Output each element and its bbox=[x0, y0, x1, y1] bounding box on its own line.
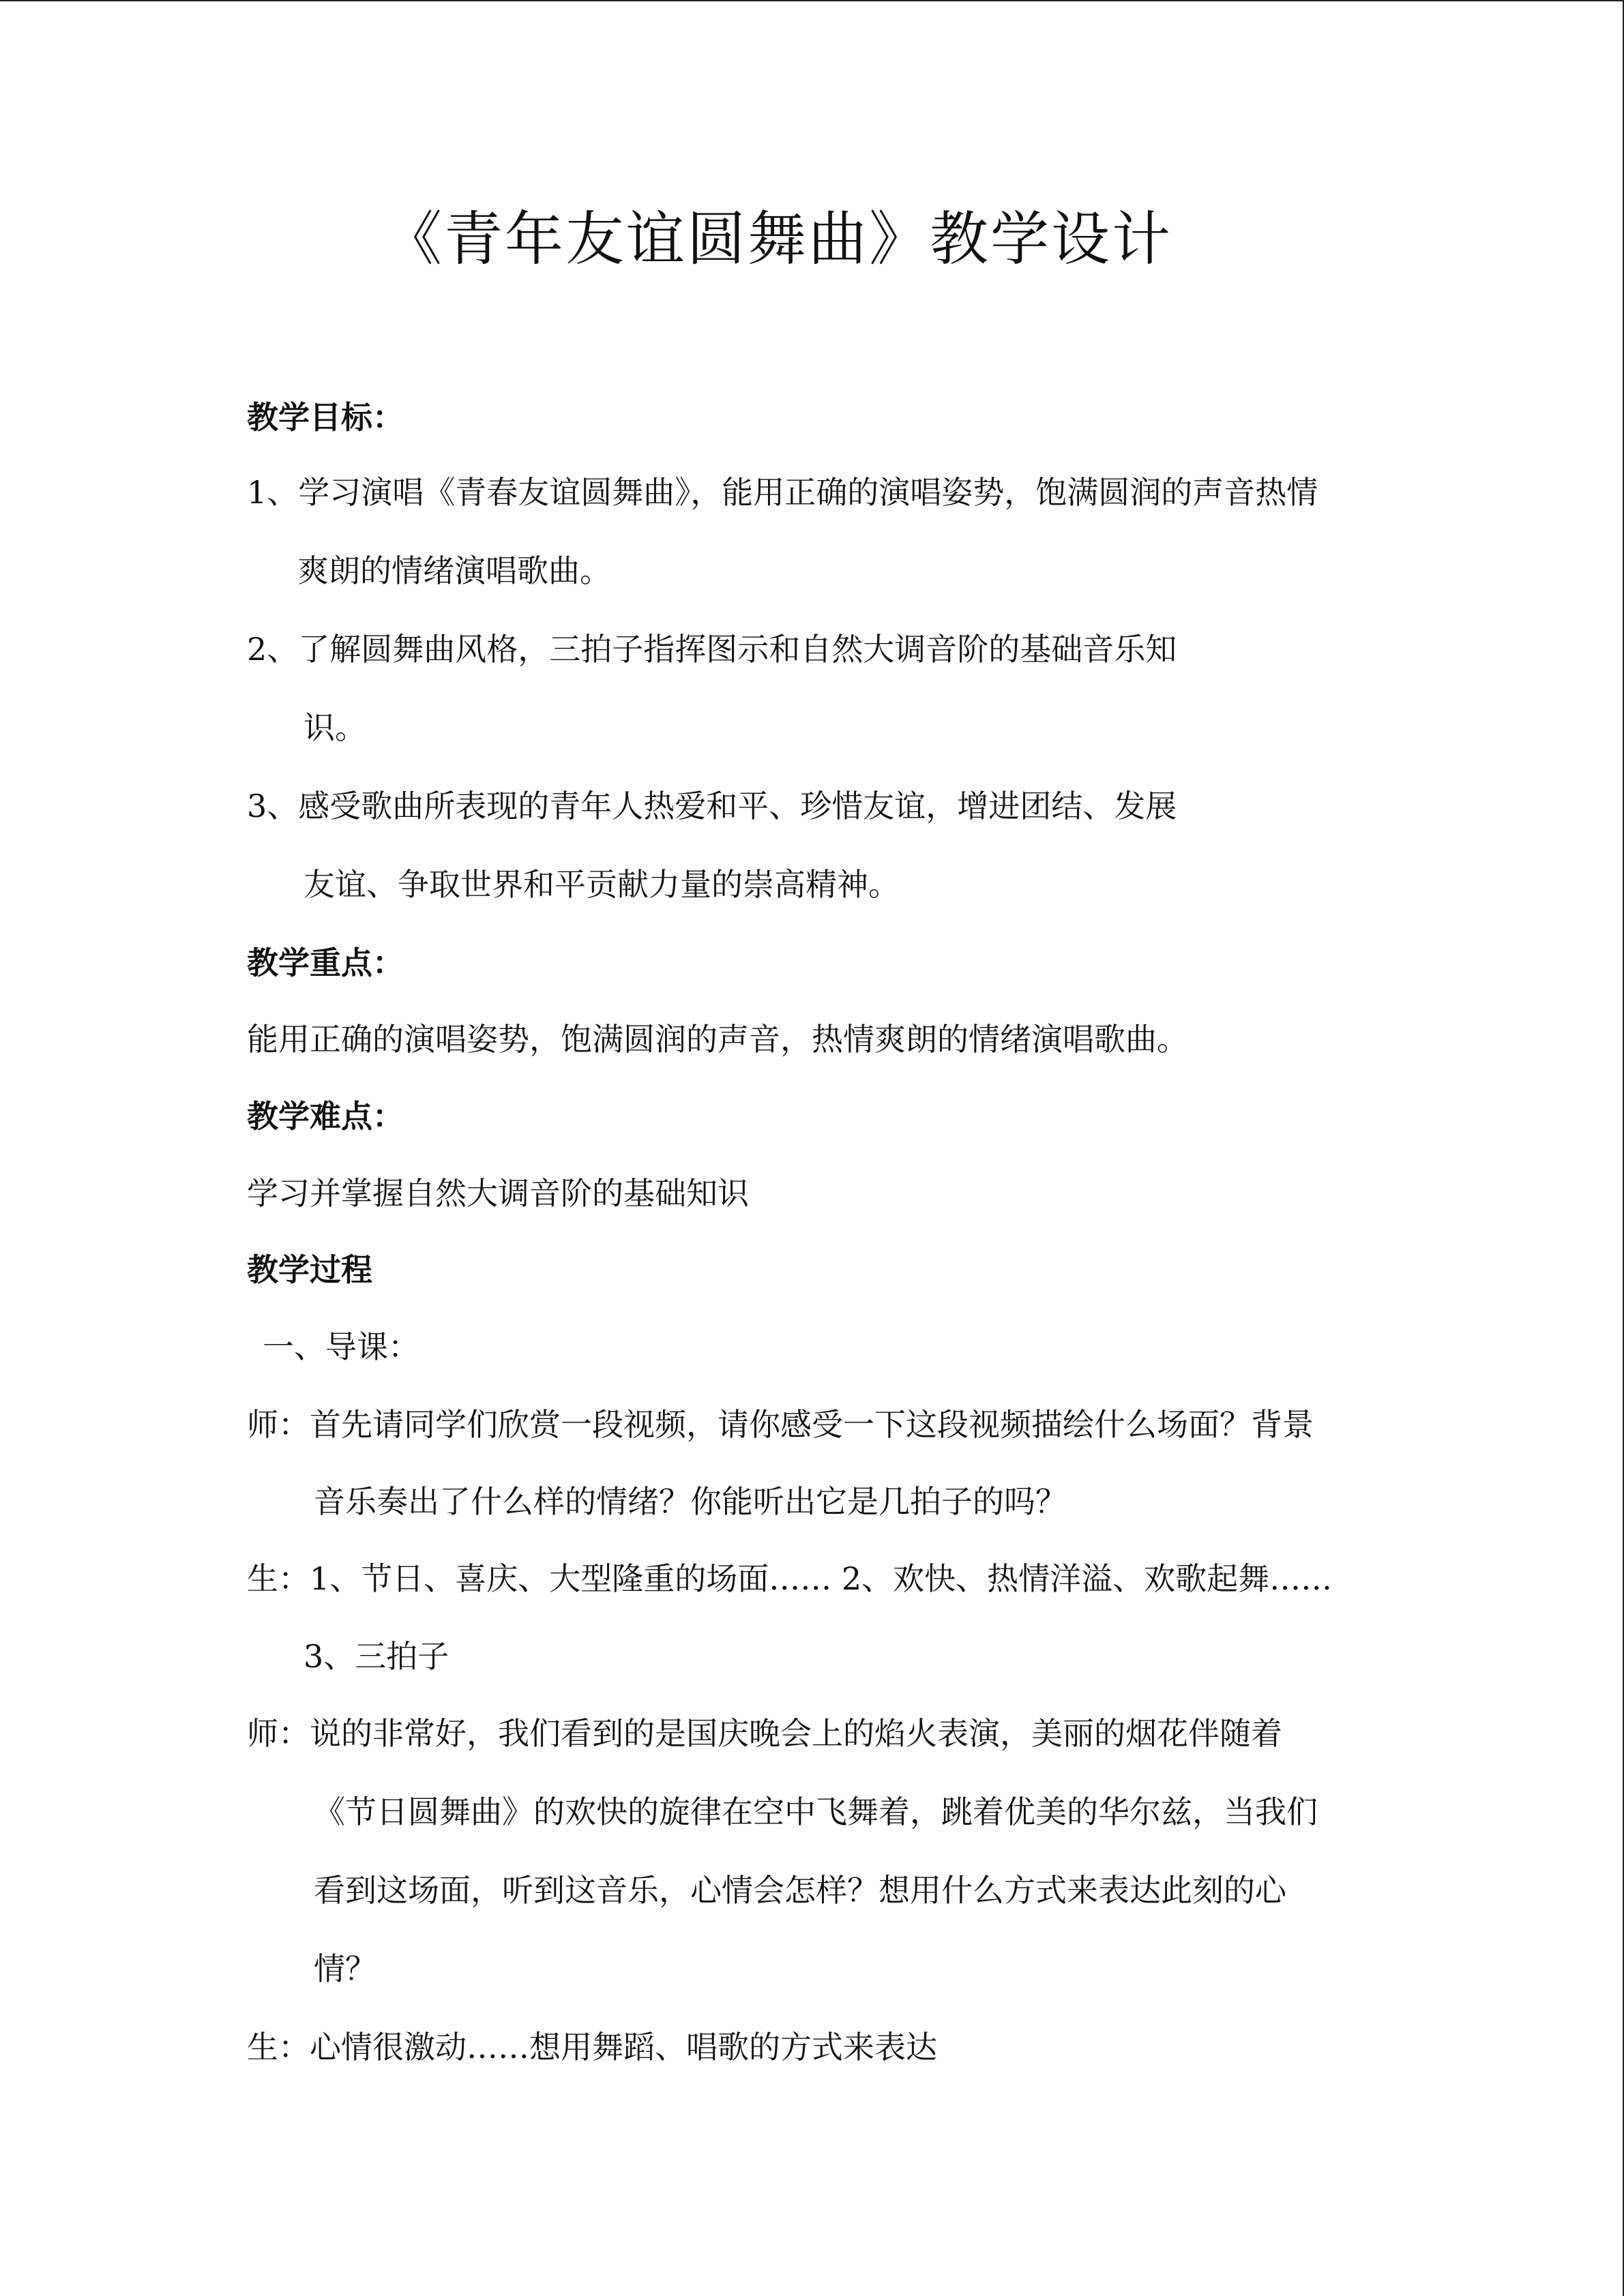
key-points-text: 能用正确的演唱姿势，饱满圆润的声音，热情爽朗的情绪演唱歌曲。 bbox=[247, 1021, 1188, 1058]
difficulties-heading: 教学难点： bbox=[247, 1098, 404, 1135]
teacher-2-line-2: 《节日圆舞曲》的欢快的旋律在空中飞舞着，跳着优美的华尔兹，当我们 bbox=[314, 1793, 1318, 1830]
objective-2-line-1: 2、了解圆舞曲风格，三拍子指挥图示和自然大调音阶的基础音乐知 bbox=[247, 631, 1177, 668]
student-1-line-2: 3、三拍子 bbox=[304, 1638, 449, 1675]
student-2-line-1: 生：心情很激动……想用舞蹈、唱歌的方式来表达 bbox=[247, 2029, 937, 2066]
teacher-1-line-2: 音乐奏出了什么样的情绪？你能听出它是几拍子的吗？ bbox=[314, 1483, 1067, 1520]
teacher-2-line-1: 师：说的非常好，我们看到的是国庆晚会上的焰火表演，美丽的烟花伴随着 bbox=[247, 1715, 1282, 1752]
objectives-heading: 教学目标： bbox=[247, 399, 404, 436]
process-heading: 教学过程 bbox=[247, 1251, 372, 1288]
objective-1-line-1: 1、学习演唱《青春友谊圆舞曲》，能用正确的演唱姿势，饱满圆润的声音热情 bbox=[247, 474, 1318, 511]
objective-2-line-2: 识。 bbox=[304, 709, 366, 746]
teacher-2-line-4: 情？ bbox=[314, 1950, 377, 1987]
objective-3-line-2: 友谊、争取世界和平贡献力量的崇高精神。 bbox=[304, 866, 900, 903]
page-title: 《青年友谊圆舞曲》教学设计 bbox=[383, 205, 1172, 273]
teacher-2-line-3: 看到这场面，听到这音乐，心情会怎样？想用什么方式来表达此刻的心 bbox=[314, 1872, 1286, 1909]
section-1-label: 一、导课： bbox=[263, 1328, 419, 1365]
teacher-1-line-1: 师：首先请同学们欣赏一段视频，请你感受一下这段视频描绘什么场面？背景 bbox=[247, 1406, 1314, 1443]
difficulties-text: 学习并掌握自然大调音阶的基础知识 bbox=[247, 1175, 749, 1212]
objective-3-line-1: 3、感受歌曲所表现的青年人热爱和平、珍惜友谊，增进团结、发展 bbox=[247, 788, 1177, 824]
objective-1-line-2: 爽朗的情绪演唱歌曲。 bbox=[297, 552, 611, 589]
key-points-heading: 教学重点： bbox=[247, 944, 404, 981]
student-1-line-1: 生：1、节日、喜庆、大型隆重的场面…… 2、欢快、热情洋溢、欢歌起舞…… bbox=[247, 1560, 1333, 1597]
